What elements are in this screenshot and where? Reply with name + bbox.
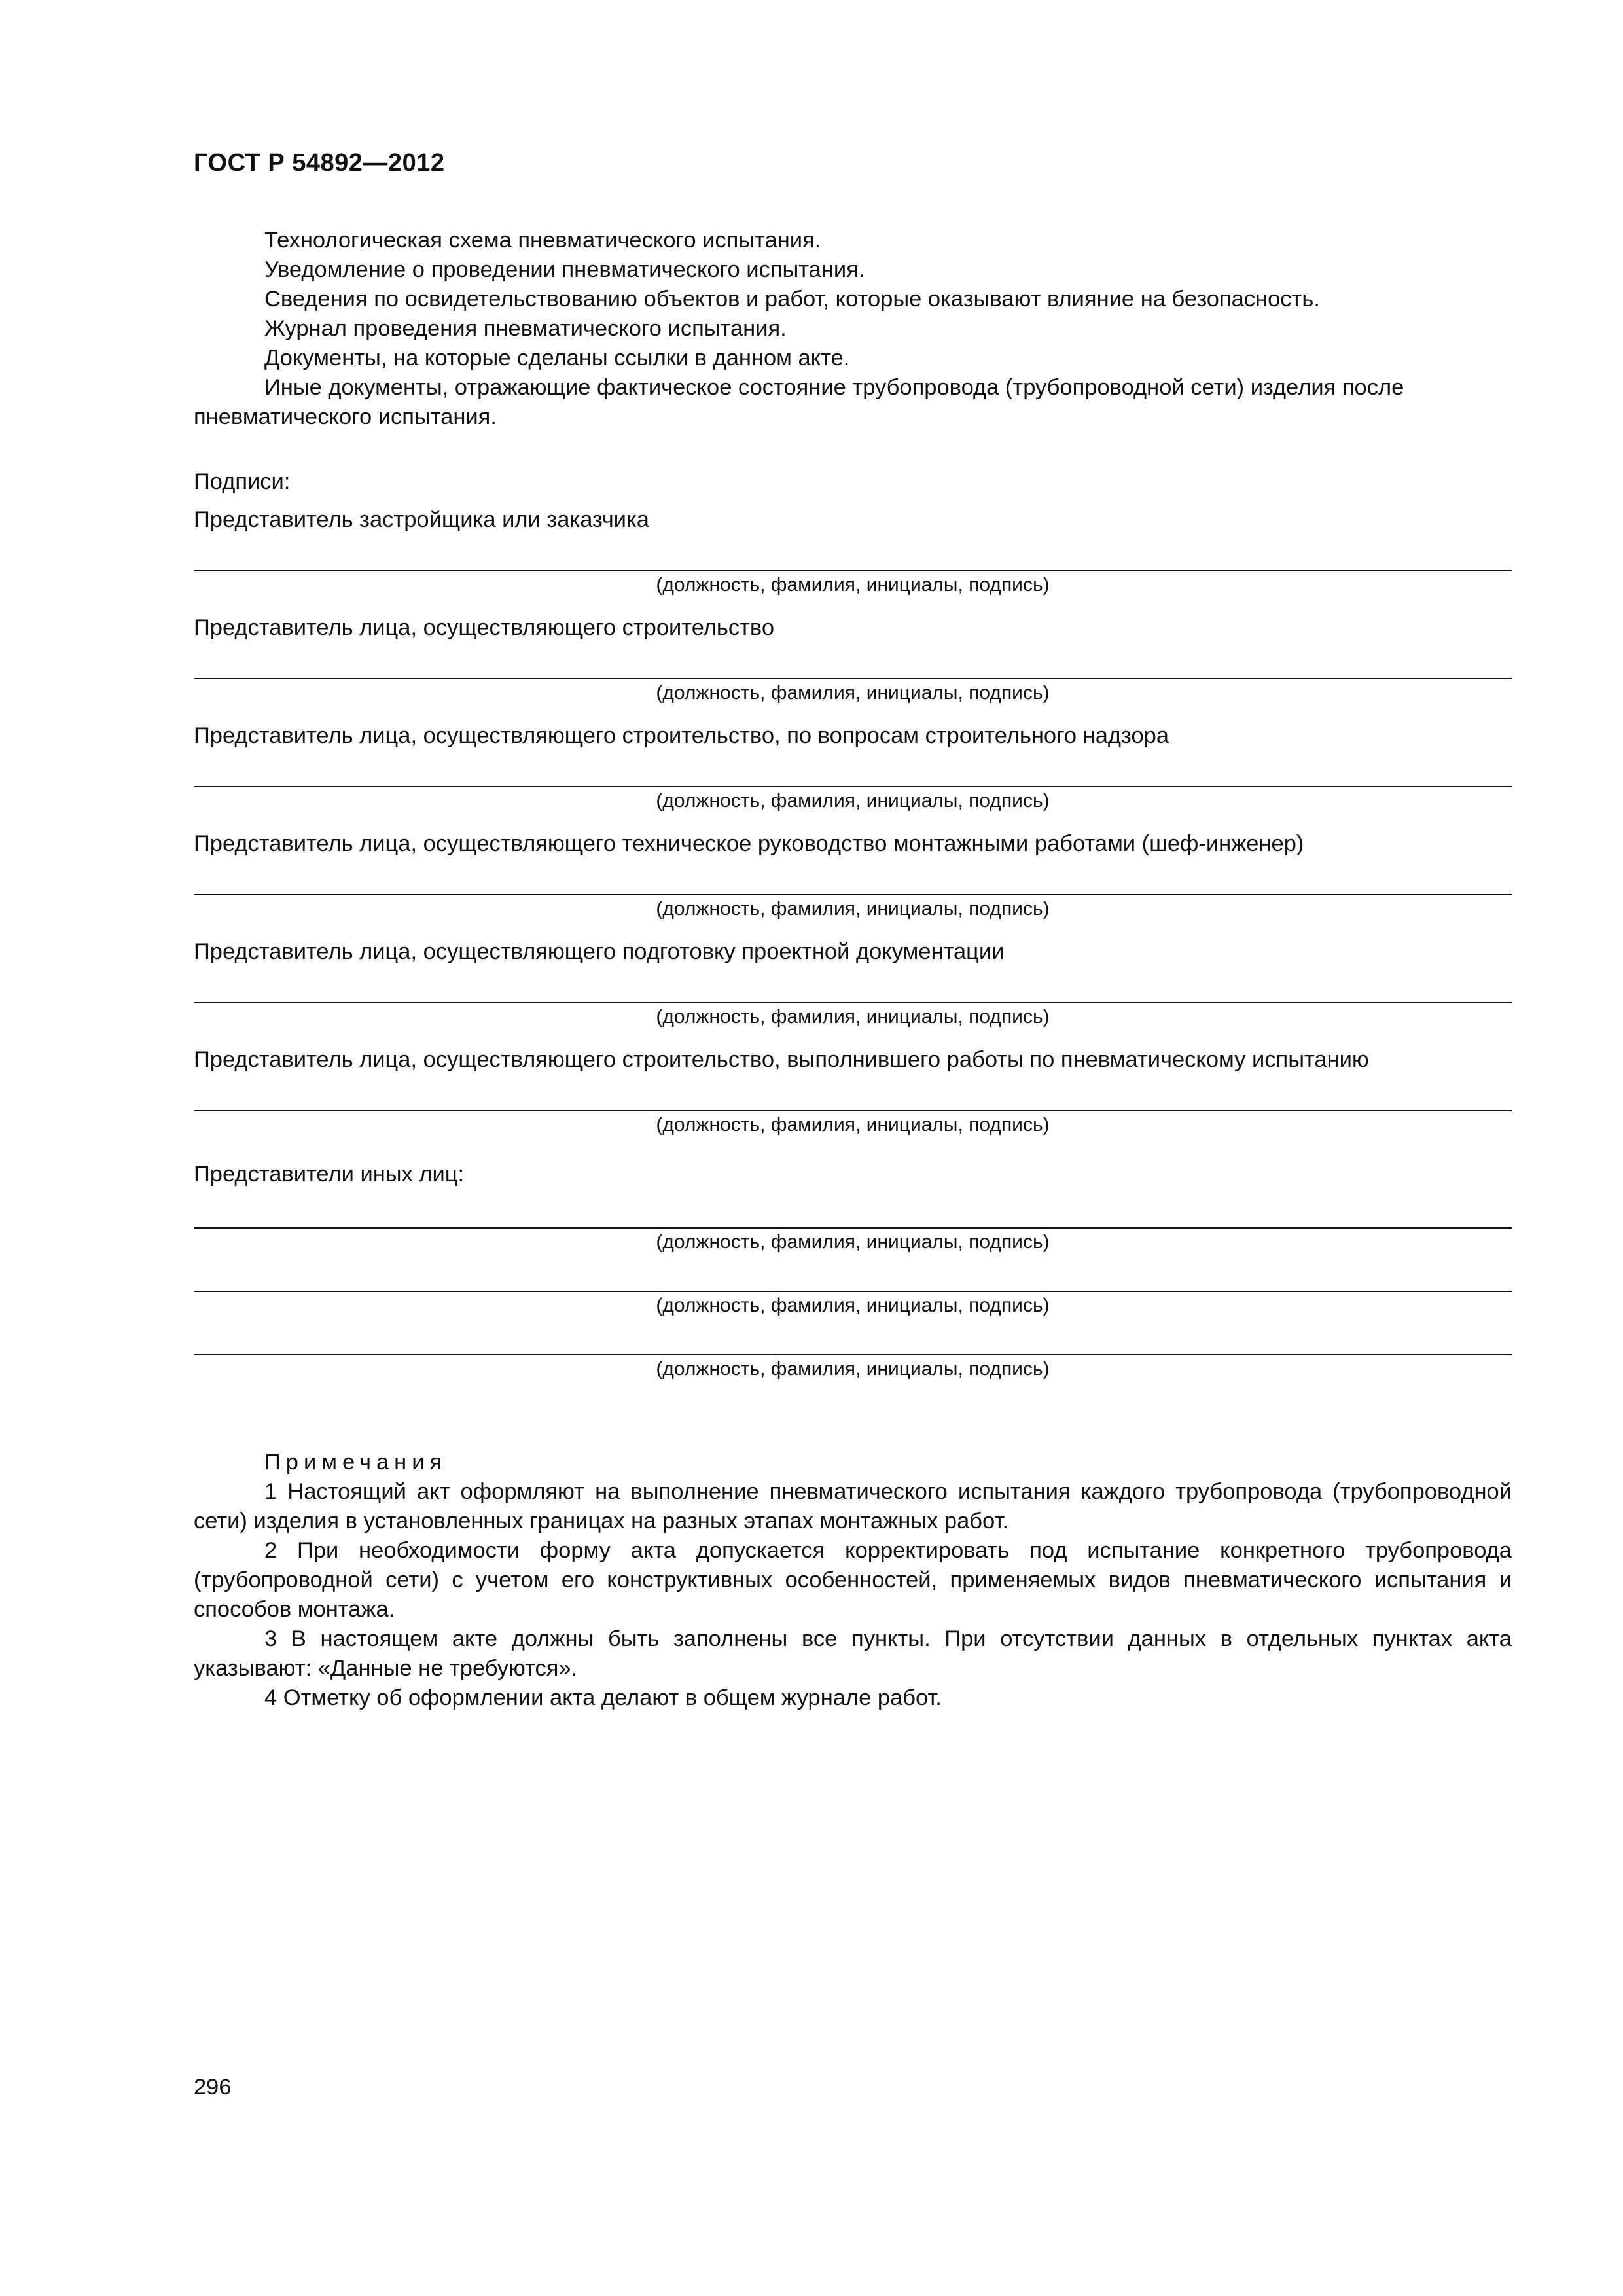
signature-line[interactable] — [194, 1354, 1512, 1355]
signature-line[interactable] — [194, 1110, 1512, 1111]
signature-line[interactable] — [194, 894, 1512, 895]
signature-caption: (должность, фамилия, инициалы, подпись) — [656, 1006, 1050, 1028]
attachment-item: Документы, на которые сделаны ссылки в данном акте. — [264, 346, 850, 370]
signature-caption: (должность, фамилия, инициалы, подпись) — [656, 682, 1050, 704]
signature-block-customer — [194, 505, 1512, 596]
signature-caption: (должность, фамилия, инициалы, подпись) — [656, 1231, 1050, 1253]
signature-block-test-performer — [194, 1045, 1512, 1136]
attachment-item: Сведения по освидетельствованию объектов и работ, которые оказывают влияние на безопасность. — [264, 287, 1320, 312]
signature-line[interactable] — [194, 570, 1512, 571]
signature-caption: (должность, фамилия, инициалы, подпись) — [656, 790, 1050, 812]
document-header: ГОСТ Р 54892—2012 — [194, 149, 445, 177]
signature-caption: (должность, фамилия, инициалы, подпись) — [656, 574, 1050, 596]
signature-caption: (должность, фамилия, инициалы, подпись) — [656, 898, 1050, 920]
signature-label: Представитель застройщика или заказчика — [194, 507, 649, 532]
signature-line[interactable] — [194, 1002, 1512, 1003]
attachment-item: Технологическая схема пневматического испытания. — [264, 228, 821, 253]
signature-block-others — [194, 1160, 1512, 1380]
signature-caption: (должность, фамилия, инициалы, подпись) — [656, 1295, 1050, 1316]
notes-title: Примечания — [264, 1450, 448, 1475]
signature-block-chief-engineer — [194, 829, 1512, 920]
note-item: 4 Отметку об оформлении акта делают в общем журнале работ. — [264, 1685, 942, 1710]
signatures-heading: Подписи: — [194, 469, 291, 494]
note-item: 3 В настоящем акте должны быть заполнены все пункты. При отсутствии данных в отдельных пунктах акта указывают: «Данные не требуются». — [194, 1626, 1512, 1681]
page-number: 296 — [194, 2075, 232, 2100]
signature-label: Представитель лица, осуществляющего строительство, по вопросам строительного надзора — [194, 723, 1169, 748]
signature-line[interactable] — [194, 786, 1512, 787]
signature-line[interactable] — [194, 1291, 1512, 1292]
signature-label: Представитель лица, осуществляющего строительство — [194, 615, 775, 640]
note-item: 1 Настоящий акт оформляют на выполнение пневматического испытания каждого трубопровода (трубопроводной сети) изделия в установленных границах на разных этапах монтажных работ. — [194, 1479, 1512, 1534]
signature-block-supervision — [194, 721, 1512, 812]
signature-line[interactable] — [194, 678, 1512, 679]
signature-caption: (должность, фамилия, инициалы, подпись) — [656, 1358, 1050, 1380]
signature-block-builder — [194, 613, 1512, 704]
note-item: 2 При необходимости форму акта допускается корректировать под испытание конкретного трубопровода (трубопроводной сети) с учетом его конструктивных особенностей, применяемых видов пневматического испытания и способов монтажа. — [194, 1538, 1512, 1622]
signature-label: Представители иных лиц: — [194, 1162, 465, 1187]
signature-label: Представитель лица, осуществляющего техническое руководство монтажными работами (шеф-инженер) — [194, 831, 1304, 856]
signature-caption: (должность, фамилия, инициалы, подпись) — [656, 1114, 1050, 1136]
attachment-item: Уведомление о проведении пневматического испытания. — [264, 257, 865, 282]
attachment-item: Иные документы, отражающие фактическое состояние трубопровода (трубопроводной сети) изделия после пневматического испытания. — [194, 375, 1404, 429]
signature-label: Представитель лица, осуществляющего строительство, выполнившего работы по пневматическому испытанию — [194, 1047, 1369, 1072]
notes-section — [194, 1448, 1512, 1713]
signature-line[interactable] — [194, 1227, 1512, 1229]
attachments-list — [194, 226, 1512, 432]
signature-block-design — [194, 937, 1512, 1028]
signature-label: Представитель лица, осуществляющего подготовку проектной документации — [194, 939, 1005, 964]
attachment-item: Журнал проведения пневматического испытания. — [264, 316, 787, 341]
